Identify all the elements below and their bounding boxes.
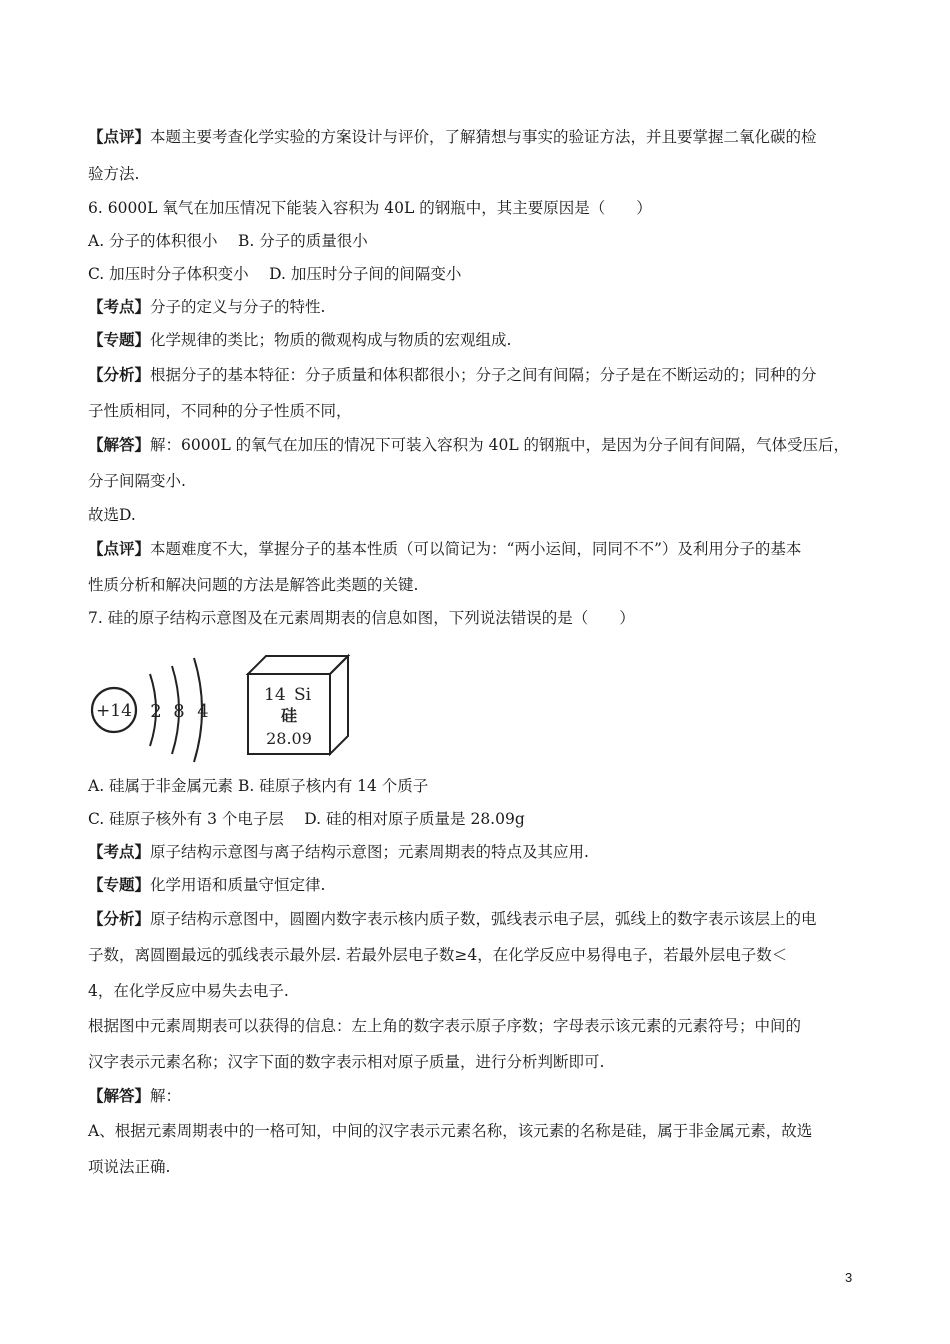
- shell-electron-count: 8: [173, 701, 185, 722]
- page-number: 3: [845, 1270, 853, 1285]
- text-line: 分子间隔变小.: [88, 472, 186, 490]
- text-line: 项说法正确.: [88, 1158, 171, 1176]
- text-line: 性质分析和解决问题的方法是解答此类题的关键.: [88, 576, 419, 594]
- silicon-atom-figure: [88, 640, 368, 770]
- atomic-mass: 28.09: [266, 729, 312, 748]
- text-line: 【考点】分子的定义与分子的特性.: [88, 297, 326, 316]
- text-line: 【点评】本题难度不大，掌握分子的基本性质（可以简记为：“两小运间，同同不不”）及利用分子的基本: [88, 539, 802, 558]
- periodic-table-cell: [248, 656, 348, 754]
- text-line: 验方法.: [88, 165, 140, 183]
- element-name: 硅: [280, 706, 298, 725]
- element-symbol: Si: [294, 685, 312, 705]
- question-7-options-cd: C. 硅原子核外有 3 个电子层 D. 硅的相对原子质量是 28.09g: [88, 810, 525, 828]
- text-line: 【解答】解：6000L 的氧气在加压的情况下可装入容积为 40L 的钢瓶中，是因为分子间有间隔，气体受压后，: [88, 435, 850, 454]
- text-line: 【解答】解：: [88, 1086, 182, 1105]
- text-line: 子数，离圆圈最远的弧线表示最外层. 若最外层电子数≥4，在化学反应中易得电子，若最外层电子数＜: [88, 946, 788, 964]
- nucleus-charge: +14: [96, 701, 132, 721]
- text-line: 根据图中元素周期表可以获得的信息：左上角的数字表示原子序数；字母表示该元素的元素符号；中间的: [88, 1017, 802, 1035]
- text-line: 【分析】原子结构示意图中，圆圈内数字表示核内质子数，弧线表示电子层，弧线上的数字表示该层上的电: [88, 909, 817, 928]
- cell-side-face: [330, 656, 348, 754]
- question-7-stem: 7. 硅的原子结构示意图及在元素周期表的信息如图，下列说法错误的是（ ）: [88, 609, 635, 627]
- text-line: 【考点】原子结构示意图与离子结构示意图；元素周期表的特点及其应用.: [88, 842, 589, 861]
- question-7-options-ab: A. 硅属于非金属元素 B. 硅原子核内有 14 个质子: [88, 777, 429, 795]
- text-line: 【点评】本题主要考查化学实验的方案设计与评价，了解猜想与事实的验证方法，并且要掌握二氧化碳的检: [88, 127, 817, 146]
- text-line: 子性质相同，不同种的分子性质不同，: [88, 402, 352, 420]
- text-line: A、根据元素周期表中的一格可知，中间的汉字表示元素名称，该元素的名称是硅，属于非金属元素，故选: [88, 1122, 813, 1140]
- text-line: 故选D.: [88, 506, 136, 524]
- atomic-structure-diagram: [92, 658, 209, 762]
- text-line: 【分析】根据分子的基本特征：分子质量和体积都很小；分子之间有间隔；分子是在不断运动的；同种的分: [88, 365, 817, 384]
- text-line: 4，在化学反应中易失去电子.: [88, 982, 289, 1000]
- shell-electron-count: 4: [197, 701, 209, 722]
- atomic-number: 14: [264, 685, 286, 705]
- text-line: 汉字表示元素名称；汉字下面的数字表示相对原子质量，进行分析判断即可.: [88, 1053, 605, 1071]
- shell-electron-count: 2: [150, 701, 162, 722]
- question-6-options-ab: A. 分子的体积很小 B. 分子的质量很小: [88, 232, 368, 250]
- question-6-options-cd: C. 加压时分子体积变小 D. 加压时分子间的间隔变小: [88, 265, 462, 283]
- question-6-stem: 6. 6000L 氧气在加压情况下能装入容积为 40L 的钢瓶中，其主要原因是（ ）: [88, 199, 652, 217]
- text-line: 【专题】化学规律的类比；物质的微观构成与物质的宏观组成.: [88, 330, 512, 349]
- text-line: 【专题】化学用语和质量守恒定律.: [88, 875, 326, 894]
